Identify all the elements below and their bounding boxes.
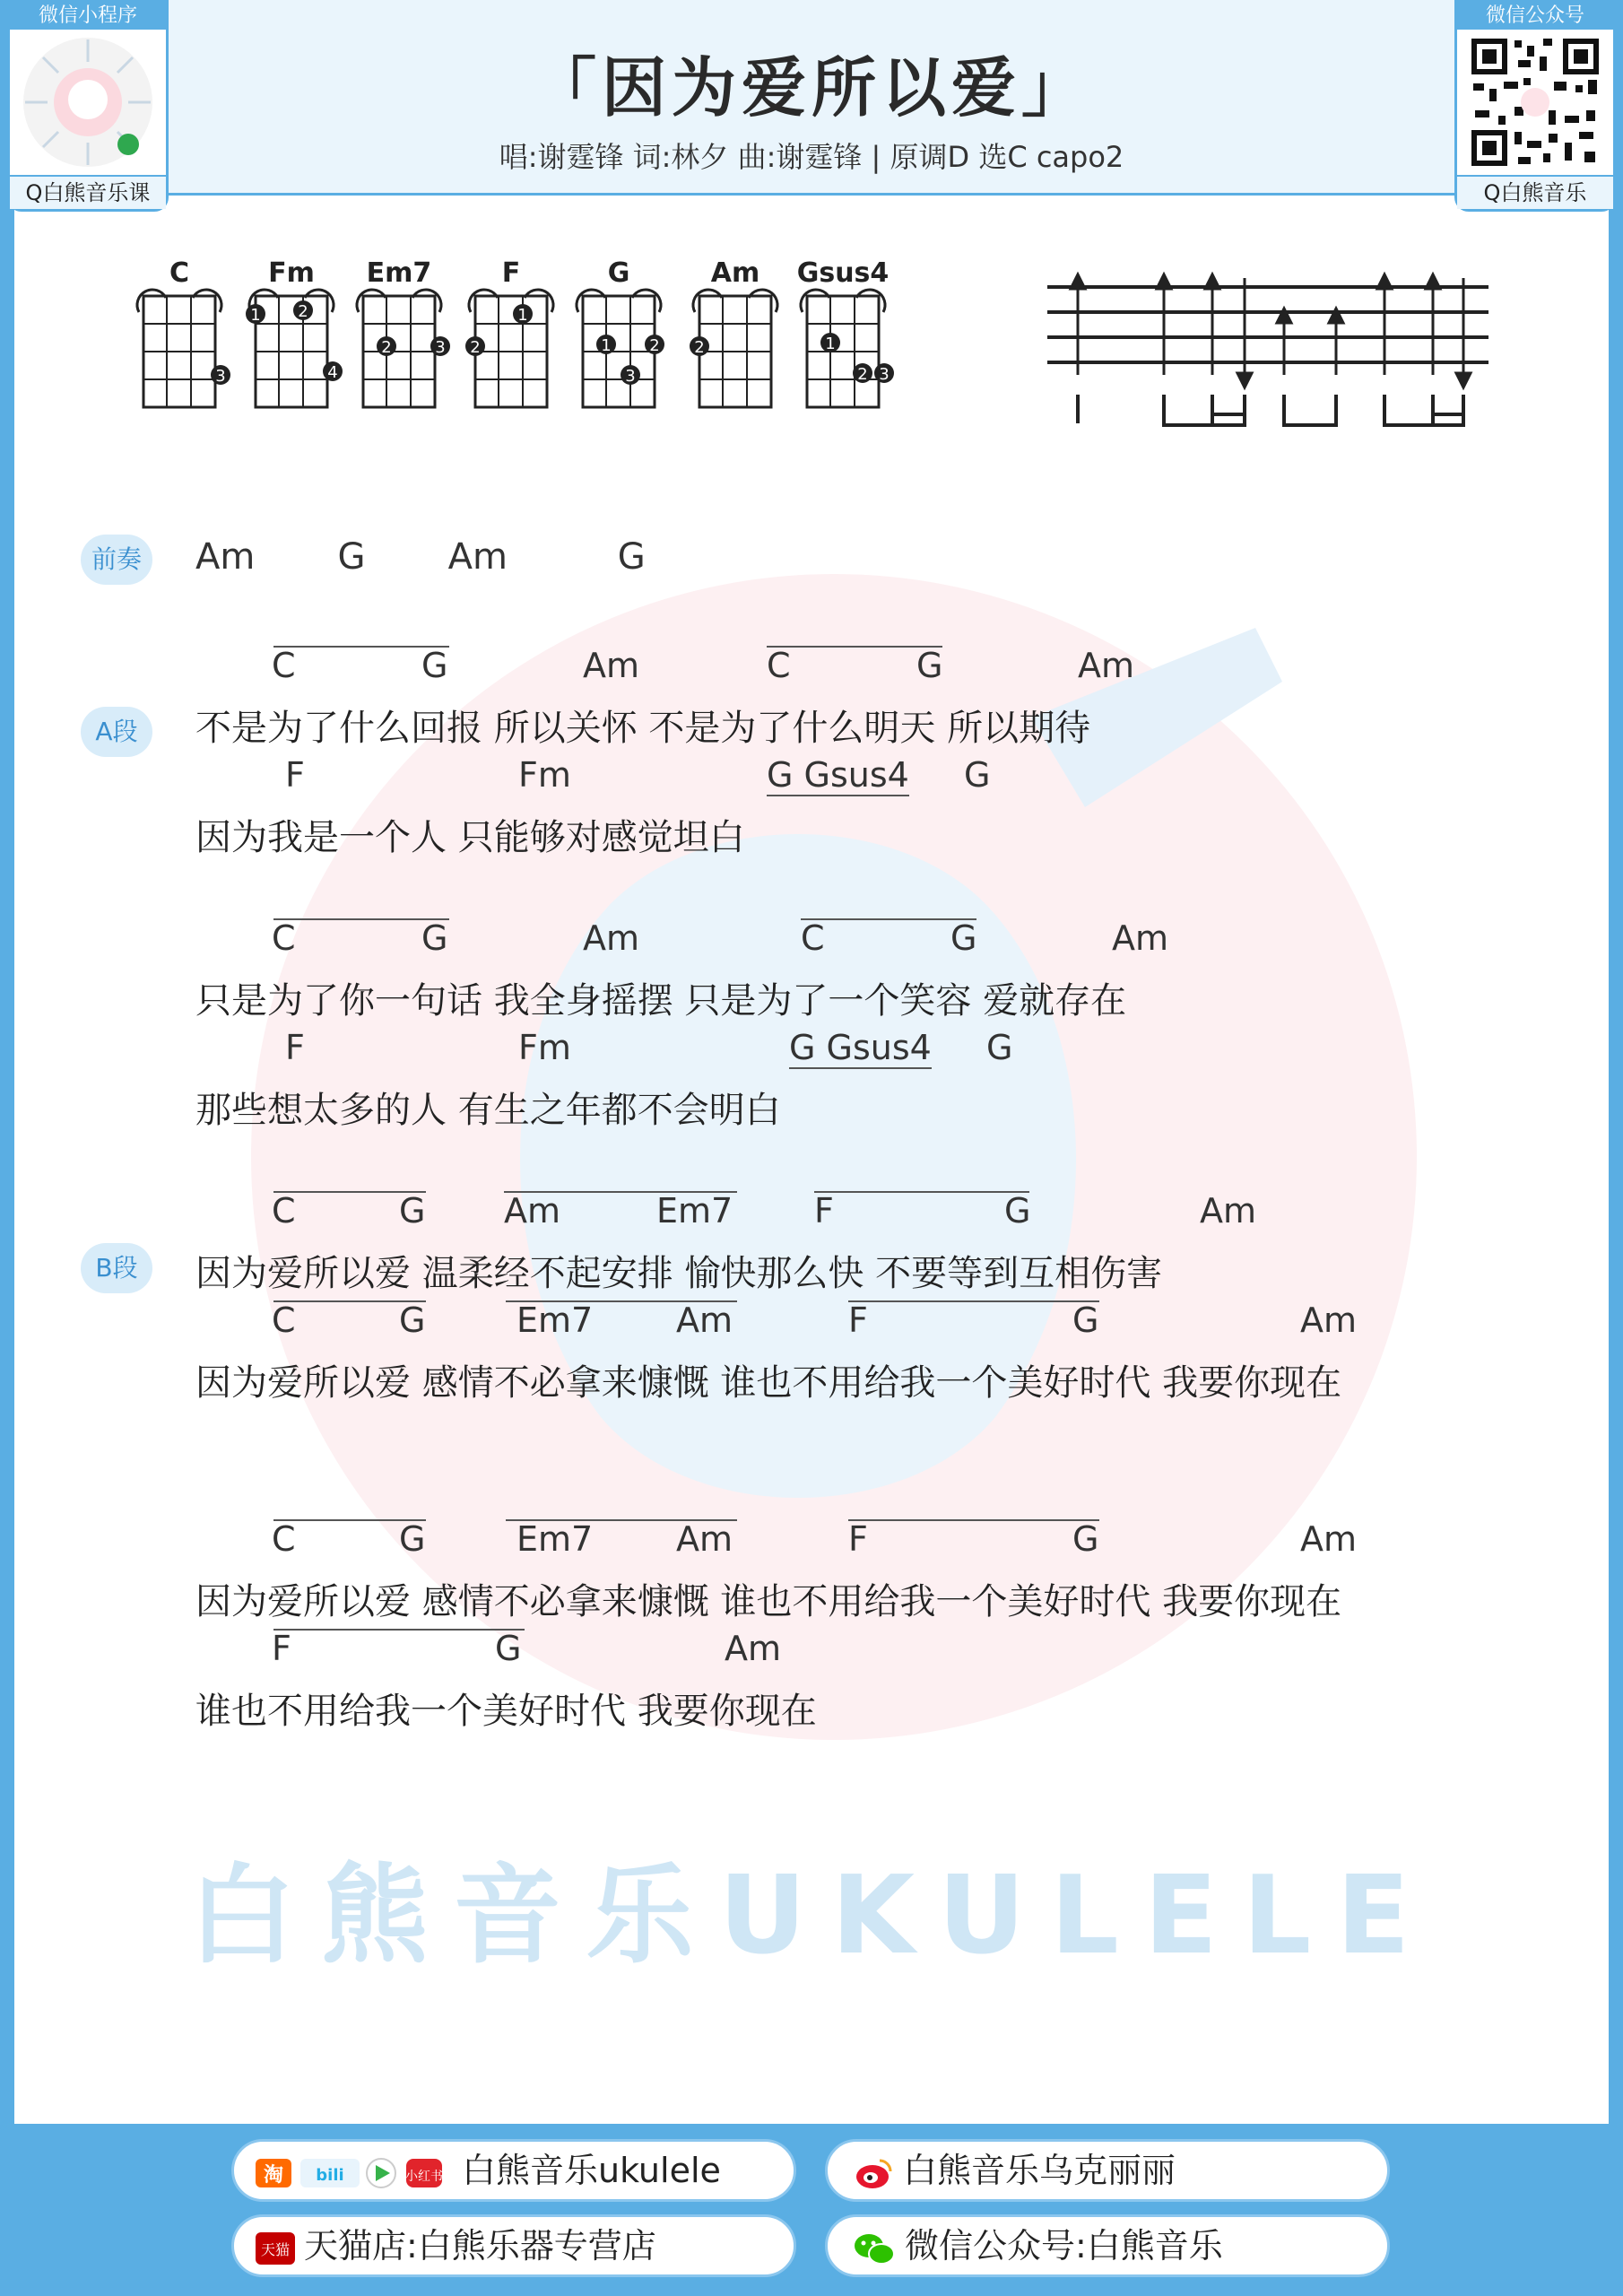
chord: Am — [676, 1519, 733, 1559]
section-label-a: A段 — [81, 707, 152, 757]
chord-name-label: C — [169, 257, 190, 289]
chord-diagram-em7 — [357, 257, 450, 407]
chord: G — [986, 1028, 1013, 1067]
wechat-pill[interactable] — [825, 2214, 1390, 2277]
chord: Am — [1300, 1300, 1358, 1340]
weibo-icon — [853, 2155, 894, 2191]
chord: C — [767, 646, 791, 685]
strumming-pattern-diagram — [1040, 269, 1497, 439]
svg-text:淘: 淘 — [263, 2163, 284, 2187]
chord-diagram-gsus4 — [797, 257, 894, 407]
chord: C — [272, 1519, 296, 1559]
chord: Am — [504, 1191, 561, 1231]
chord: G — [1072, 1519, 1099, 1559]
chord: G — [916, 646, 943, 685]
chord: G — [964, 755, 991, 795]
svg-text:2: 2 — [694, 338, 705, 357]
svg-text:小红书: 小红书 — [405, 2169, 443, 2184]
chord: G — [399, 1300, 426, 1340]
chord-name-label: Gsus4 — [796, 257, 890, 289]
chord: F — [285, 755, 305, 795]
svg-text:2: 2 — [649, 336, 660, 355]
chord: C — [272, 646, 296, 685]
tmall-shop-name: 天猫店:白熊乐器专营店 — [304, 2226, 656, 2266]
wechat-icon — [853, 2231, 896, 2266]
weibo-pill[interactable] — [825, 2139, 1390, 2202]
chord-name-label: Em7 — [366, 257, 432, 289]
chord: G Gsus4 — [789, 1028, 932, 1067]
wechat-account-name: 微信公众号:白熊音乐 — [905, 2226, 1223, 2266]
qr-caption-top: 微信公众号 — [1457, 3, 1613, 30]
official-account-qr-card[interactable] — [1454, 0, 1616, 212]
lyric-line: 谁也不用给我一个美好时代 我要你现在 — [195, 1691, 817, 1732]
svg-text:2: 2 — [298, 302, 308, 321]
svg-text:2: 2 — [857, 365, 868, 384]
chord: Am — [1200, 1191, 1257, 1231]
qr-caption-bottom: Q白熊音乐 — [1457, 175, 1613, 209]
chord-diagram-fm — [246, 257, 343, 407]
lyric-line: 因为爱所以爱 感情不必拿来慷慨 谁也不用给我一个美好时代 我要你现在 — [195, 1362, 1342, 1404]
chord: G — [399, 1191, 426, 1231]
chord: G Gsus4 — [767, 755, 909, 795]
chord-diagrams — [126, 251, 933, 430]
song-credits: 唱:谢霆锋 词:林夕 曲:谢霆锋 | 原调D 选C capo2 — [499, 140, 1124, 174]
chord-name-label: G — [607, 257, 630, 289]
chord-diagram-f — [465, 257, 553, 407]
chord-diagram-c — [137, 257, 230, 407]
social-links-pill[interactable] — [231, 2139, 796, 2202]
chord: F — [814, 1191, 834, 1231]
chord: Am — [1078, 646, 1135, 685]
chord: Em7 — [516, 1519, 594, 1559]
svg-text:4: 4 — [327, 363, 338, 382]
social-account-name: 白熊音乐ukulele — [462, 2151, 721, 2190]
platform-icons — [256, 2155, 453, 2191]
svg-text:1: 1 — [601, 336, 612, 355]
chord-underline-span — [848, 1300, 1099, 1302]
watermark: 白熊音乐UKULELE — [187, 1854, 1436, 1979]
chord-diagram-g — [577, 257, 664, 407]
chord: Am — [583, 646, 640, 685]
chord-name-label: Fm — [268, 257, 315, 289]
chord: F — [848, 1300, 868, 1340]
chord: G — [1072, 1300, 1099, 1340]
lyric-line: 因为爱所以爱 感情不必拿来慷慨 谁也不用给我一个美好时代 我要你现在 — [195, 1581, 1342, 1622]
lyric-line: 不是为了什么回报 所以关怀 不是为了什么明天 所以期待 — [195, 708, 1091, 749]
chord: C — [272, 918, 296, 958]
svg-text:天猫: 天猫 — [260, 2240, 291, 2258]
chord: F — [848, 1519, 868, 1559]
mini-program-qr-card[interactable] — [7, 0, 169, 212]
lyric-line: 只是为了你一句话 我全身摇摆 只是为了一个笑容 爱就存在 — [195, 980, 1127, 1022]
svg-text:bili: bili — [316, 2165, 344, 2185]
song-title: 「因为爱所以爱」 — [531, 50, 1091, 126]
svg-text:3: 3 — [879, 365, 890, 384]
svg-text:3: 3 — [625, 367, 636, 386]
tmall-icon — [256, 2231, 295, 2266]
svg-text:2: 2 — [470, 338, 481, 357]
qr-caption-bottom: Q白熊音乐课 — [10, 175, 166, 209]
chord: Em7 — [516, 1300, 594, 1340]
chord: Am — [725, 1629, 782, 1668]
tmall-pill[interactable] — [231, 2214, 796, 2277]
weibo-account-name: 白熊音乐乌克丽丽 — [903, 2151, 1176, 2190]
lyric-line: 因为我是一个人 只能够对感觉坦白 — [195, 817, 745, 858]
qr-caption-top: 微信小程序 — [10, 3, 166, 30]
chord: G — [950, 918, 977, 958]
chord: Em7 — [656, 1191, 733, 1231]
intro-chords: Am G Am G — [195, 536, 646, 578]
chord-underline-span — [814, 1191, 1029, 1193]
chord: C — [801, 918, 825, 958]
svg-text:1: 1 — [517, 306, 528, 325]
chord-underline-span — [273, 1629, 525, 1631]
chord: F — [285, 1028, 305, 1067]
chord-name-label: Am — [710, 257, 760, 289]
section-label-b: B段 — [81, 1243, 152, 1293]
chord: Am — [583, 918, 640, 958]
chord: Am — [1300, 1519, 1358, 1559]
chord: G — [399, 1519, 426, 1559]
chord: C — [272, 1300, 296, 1340]
chord-diagram-am — [690, 257, 777, 407]
chord: Am — [676, 1300, 733, 1340]
chord: G — [421, 918, 448, 958]
chord: G — [495, 1629, 522, 1668]
svg-text:3: 3 — [435, 338, 446, 357]
qr-code-icon — [1468, 35, 1602, 170]
chord-underline-span — [848, 1519, 1099, 1521]
header-divider — [14, 193, 1609, 196]
chord: G — [421, 646, 448, 685]
svg-text:1: 1 — [825, 335, 836, 353]
chord: Fm — [518, 755, 571, 795]
lyric-line: 因为爱所以爱 温柔经不起安排 愉快那么快 不要等到互相伤害 — [195, 1253, 1163, 1294]
mini-program-code-icon — [21, 35, 155, 170]
chord: Fm — [518, 1028, 571, 1067]
chord: C — [272, 1191, 296, 1231]
svg-text:2: 2 — [381, 338, 392, 357]
lyric-line: 那些想太多的人 有生之年都不会明白 — [195, 1090, 781, 1131]
svg-text:3: 3 — [215, 367, 226, 386]
svg-text:1: 1 — [250, 306, 261, 325]
chord: Am — [1112, 918, 1169, 958]
chord: G — [1004, 1191, 1031, 1231]
chord-name-label: F — [501, 257, 521, 289]
chord: F — [272, 1629, 291, 1668]
section-label-intro: 前奏 — [81, 535, 152, 585]
